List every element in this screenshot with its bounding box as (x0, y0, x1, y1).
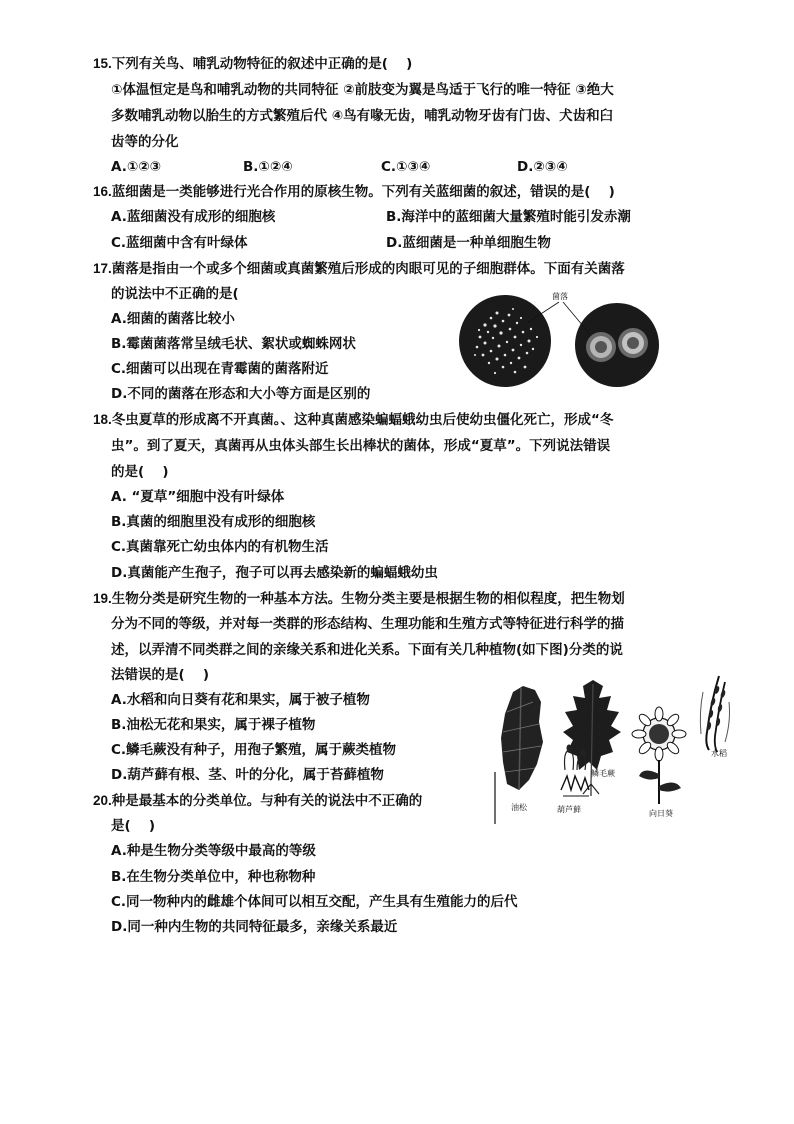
question-20-option-a[interactable]: A.种是生物分类等级中最高的等级 (111, 843, 316, 859)
question-16-text: 蓝细菌是一类能够进行光合作用的原核生物。下列有关蓝细菌的叙述，错误的是( ) (111, 184, 615, 200)
question-19-option-c[interactable]: C.鳞毛蕨没有种子，用孢子繁殖，属于蕨类植物 (111, 742, 397, 758)
question-20-stem (93, 791, 422, 811)
question-17-option-d[interactable]: D.不同的菌落在形态和大小等方面是区别的 (111, 386, 371, 402)
question-18-stem (93, 410, 613, 430)
question-17-option-b[interactable]: B.霉菌菌落常呈绒毛状、絮状或蜘蛛网状 (111, 336, 356, 352)
question-16-number: 16. (93, 184, 112, 199)
question-16-option-c[interactable]: C.蓝细菌中含有叶绿体 (111, 235, 248, 251)
question-15-option-a[interactable]: A.①②③ (111, 159, 162, 175)
question-20-text: 种是最基本的分类单位。与种有关的说法中不正确的 (111, 793, 423, 809)
fern-illustration (563, 680, 621, 796)
question-17-stem (93, 259, 625, 279)
question-19-option-b[interactable]: B.油松无花和果实，属于裸子植物 (111, 717, 316, 733)
question-15-option-d[interactable]: D.②③④ (517, 159, 568, 175)
question-15-option-b[interactable]: B.①②④ (243, 159, 293, 175)
question-18-option-c[interactable]: C.真菌靠死亡幼虫体内的有机物生活 (111, 539, 329, 555)
colony-figure-label: 菌落 (552, 292, 568, 301)
question-20-option-d[interactable]: D.同一种内生物的共同特征最多，亲缘关系最近 (111, 919, 398, 935)
question-17-number: 17. (93, 261, 112, 276)
question-15-body-line-1: ①体温恒定是鸟和哺乳动物的共同特征 ②前肢变为翼是鸟适于飞行的唯一特征 ③绝大 (111, 82, 614, 98)
label-pine: 油松 (511, 803, 527, 812)
label-rice: 水稻 (711, 749, 727, 758)
label-pointer-right (563, 302, 589, 333)
question-20-text-line-2: 是( ) (111, 818, 156, 834)
sunflower-illustration (632, 707, 686, 804)
question-19-text-line-2: 分为不同的等级，并对每一类群的形态结构、生理功能和生殖方式等特征进行科学的描 (111, 616, 624, 632)
question-15-body-line-2: 多数哺乳动物以胎生的方式繁殖后代 ④鸟有喙无齿，哺乳动物牙齿有门齿、犬齿和臼 (111, 108, 614, 124)
question-15-stem (93, 54, 412, 74)
question-17-text: 菌落是指由一个或多个细菌或真菌繁殖后形成的肉眼可见的子细胞群体。下面有关菌落 (111, 261, 625, 277)
question-20-option-c[interactable]: C.同一物种内的雌雄个体间可以相互交配，产生具有生殖能力的后代 (111, 894, 518, 910)
question-18-text-line-2: 虫”。到了夏天，真菌再从虫体头部生长出棒状的菌体，形成“夏草”。下列说法错误 (111, 438, 611, 454)
question-15-body-line-3: 齿等的分化 (111, 134, 179, 150)
question-20-option-b[interactable]: B.在生物分类单位中，种也称物种 (111, 869, 316, 885)
question-17-option-c[interactable]: C.细菌可以出现在青霉菌的菌落附近 (111, 361, 329, 377)
question-19-text: 生物分类是研究生物的一种基本方法。生物分类主要是根据生物的相似程度，把生物划 (111, 591, 625, 607)
label-moss: 葫芦藓 (557, 805, 581, 814)
question-18-text-line-3: 的是( ) (111, 464, 169, 480)
question-15-number: 15. (93, 56, 112, 71)
question-18-text: 冬虫夏草的形成离不开真菌。、这种真菌感染蝙蝠蛾幼虫后使幼虫僵化死亡，形成“冬 (111, 412, 614, 428)
label-sunflower: 向日葵 (649, 809, 673, 818)
question-18-option-d[interactable]: D.真菌能产生孢子，孢子可以再去感染新的蝙蝠蛾幼虫 (111, 565, 438, 581)
question-18-option-a[interactable]: A. “夏草”细胞中没有叶绿体 (111, 489, 285, 505)
rice-illustration (700, 676, 729, 752)
petri-dish-bacteria (459, 295, 551, 387)
question-18-option-b[interactable]: B.真菌的细胞里没有成形的细胞核 (111, 514, 316, 530)
question-19-stem (93, 589, 625, 609)
question-15-option-c[interactable]: C.①③④ (381, 159, 431, 175)
question-15-text: 下列有关鸟、哺乳动物特征的叙述中正确的是( ) (111, 56, 413, 72)
plants-figure (493, 672, 733, 824)
question-17-text-line-2: 的说法中不正确的是( (111, 286, 239, 302)
question-17-option-a[interactable]: A.细菌的菌落比较小 (111, 311, 235, 327)
question-19-number: 19. (93, 591, 112, 606)
question-19-option-d[interactable]: D.葫芦藓有根、茎、叶的分化，属于苔藓植物 (111, 767, 384, 783)
pine-illustration (501, 686, 543, 790)
question-19-option-a[interactable]: A.水稻和向日葵有花和果实，属于被子植物 (111, 692, 370, 708)
question-19-text-line-3: 述，以弄清不同类群之间的亲缘关系和进化关系。下面有关几种植物(如下图)分类的说 (111, 642, 623, 658)
question-20-number: 20. (93, 793, 112, 808)
question-16-option-b[interactable]: B.海洋中的蓝细菌大量繁殖时能引发赤潮 (386, 209, 631, 225)
colony-figure (455, 285, 670, 387)
question-16-stem (93, 182, 615, 202)
question-19-text-line-4: 法错误的是( ) (111, 667, 210, 683)
question-16-option-d[interactable]: D.蓝细菌是一种单细胞生物 (386, 235, 551, 251)
question-18-number: 18. (93, 412, 112, 427)
question-16-option-a[interactable]: A.蓝细菌没有成形的细胞核 (111, 209, 276, 225)
label-fern: 鳞毛蕨 (591, 769, 615, 778)
